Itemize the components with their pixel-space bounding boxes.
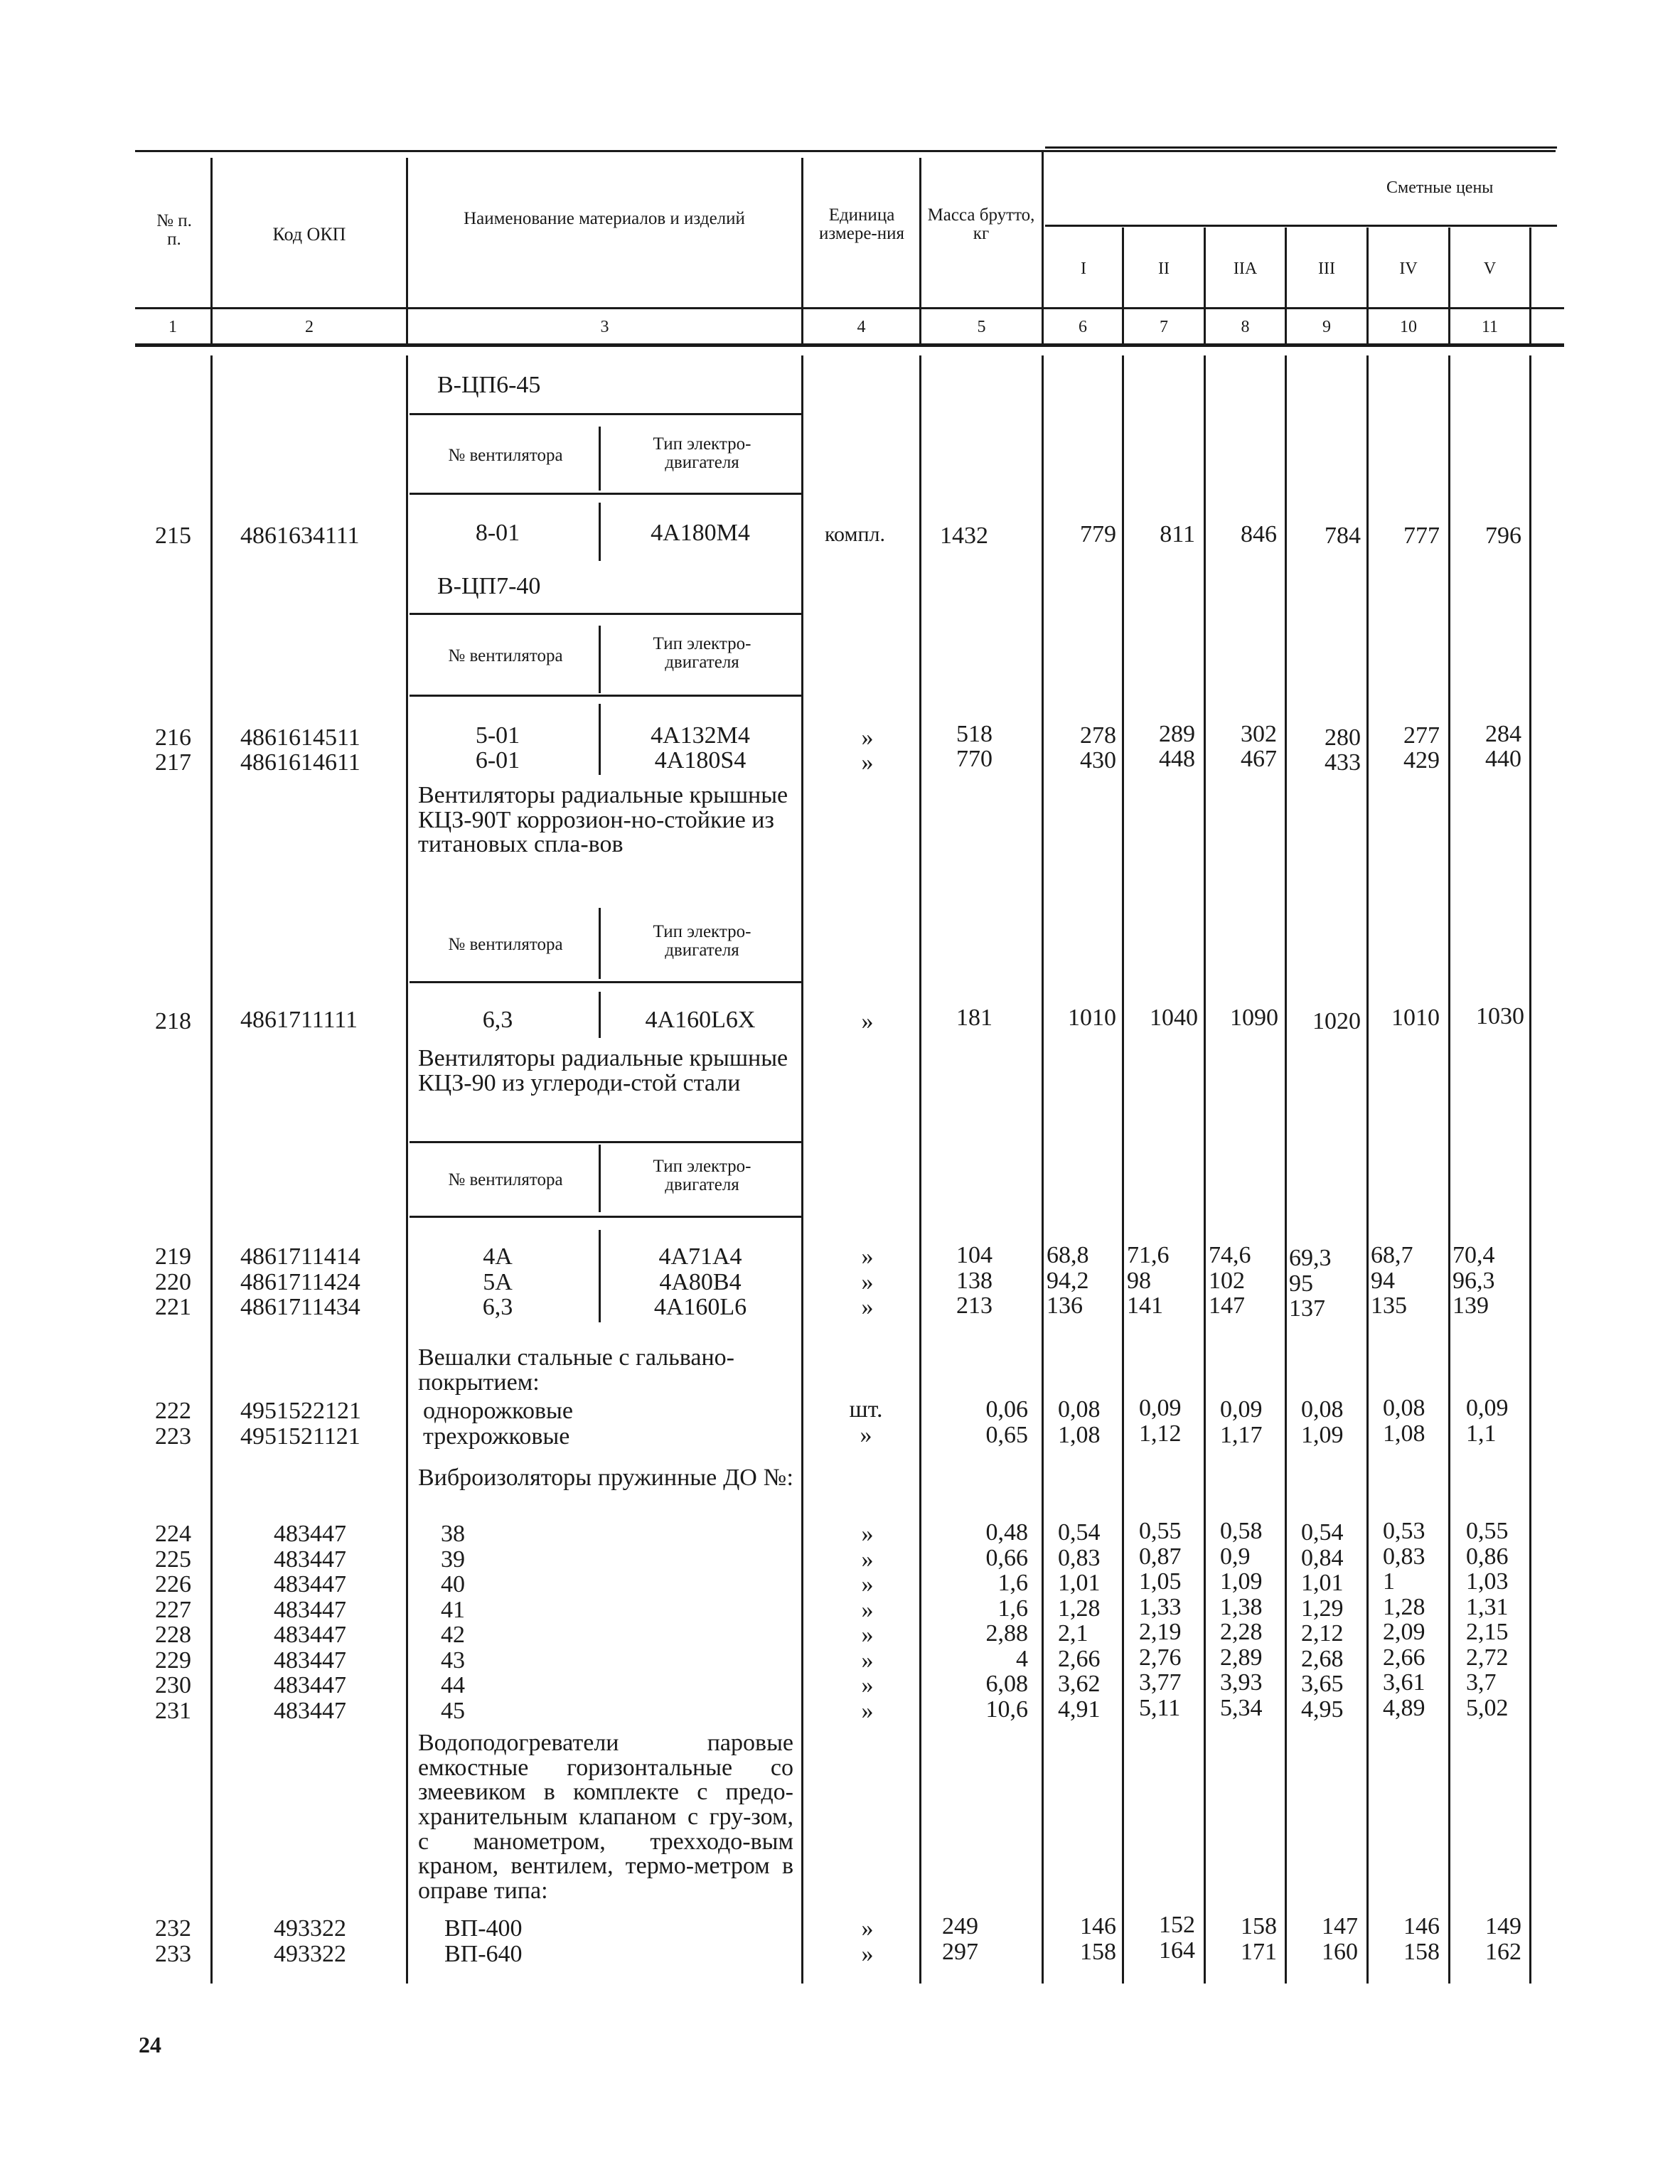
header-price-zone-2: II	[1158, 259, 1170, 278]
price-zone-3: 280	[1325, 724, 1361, 751]
price-zone-2a: 467	[1241, 746, 1277, 772]
header-price-zone-4: IV	[1399, 259, 1418, 278]
col-num-1: 1	[168, 318, 177, 336]
unit: компл.	[825, 523, 885, 546]
unit: »	[861, 749, 874, 776]
group-title: В-ЦП7-40	[437, 573, 541, 599]
price-zone-2: 1040	[1150, 1005, 1198, 1031]
body-vline	[1448, 355, 1450, 1984]
header-col-code: Код ОКП	[272, 224, 346, 245]
subtable-motor-type-header: Тип электро-двигателя	[653, 634, 751, 673]
body-vline	[1366, 355, 1369, 1984]
body-vline	[210, 355, 213, 1984]
price-zone-1: 0,54 0,83 1,01 1,28 2,1 2,66 3,62 4,91	[1058, 1519, 1101, 1723]
okp-codes: 4861711414 4861711424 4861711434	[240, 1243, 360, 1320]
header-price-zone-3: III	[1318, 259, 1335, 278]
subtable-rule	[410, 981, 801, 983]
col-num-4: 4	[857, 318, 866, 336]
group-title: Виброизоляторы пружинные ДО №:	[418, 1465, 793, 1491]
col-num-7: 7	[1160, 318, 1168, 336]
item-names: ВП-400 ВП-640	[444, 1915, 523, 1967]
header-price-zone-1: I	[1081, 259, 1086, 278]
row-numbers: 232 233	[155, 1915, 191, 1967]
price-zone-2: 0,09 1,12	[1139, 1395, 1182, 1447]
body-vline	[1285, 355, 1287, 1984]
price-zone-1: 0,08 1,08	[1058, 1396, 1101, 1448]
price-zone-2a: 74,6 102 147	[1209, 1242, 1251, 1319]
price-zone-4: 777	[1403, 523, 1440, 549]
price-zone-1: 430	[1080, 747, 1116, 774]
mass: 770	[956, 746, 993, 772]
price-zone-2a: 158 171	[1241, 1913, 1277, 1965]
item-names: 38 39 40 41 42 43 44 45	[441, 1521, 465, 1724]
units: » »	[861, 1915, 874, 1967]
motor-types: 4А71А4 4А80В4 4А160L6	[653, 1243, 747, 1320]
price-zone-4: 0,53 0,83 1 1,28 2,09 2,66 3,61 4,89	[1383, 1518, 1425, 1721]
fan-number: 8-01	[475, 520, 520, 546]
subtable-rule	[410, 1216, 801, 1218]
price-zone-1: 278	[1080, 722, 1116, 749]
group-title: Вентиляторы радиальные крышные КЦЗ-90Т коррозион-но-стойкие из титановых спла-вов	[418, 782, 788, 858]
subtable-divider	[599, 992, 601, 1038]
price-zone-5: 1030	[1476, 1003, 1524, 1029]
price-zone-1: 1010	[1068, 1005, 1116, 1031]
header-col-unit: Единица измере-ния	[819, 205, 904, 244]
price-zone-2a: 302	[1241, 721, 1277, 747]
group-title: В-ЦП6-45	[437, 372, 541, 398]
header-vline	[406, 158, 408, 344]
fan-number: 6-01	[475, 747, 520, 774]
subtable-rule	[410, 695, 801, 697]
mass: 181	[956, 1005, 993, 1031]
col-num-5: 5	[977, 318, 986, 336]
subtable-motor-type-header: Тип электро-двигателя	[653, 434, 751, 473]
unit: »	[861, 724, 874, 751]
price-zone-3: 1020	[1312, 1008, 1361, 1034]
col-num-2: 2	[305, 318, 314, 336]
okp-code: 4861634111	[240, 523, 360, 549]
subtable-fan-number-header: № вентилятора	[448, 935, 563, 954]
subtable-divider	[599, 1145, 601, 1212]
subtable-motor-type-header: Тип электро-двигателя	[653, 922, 751, 960]
group-title: Вентиляторы радиальные крышные КЦЗ-90 из углероди-стой стали	[418, 1045, 788, 1096]
price-zone-5: 0,09 1,1	[1466, 1395, 1509, 1447]
body-vline	[801, 355, 803, 1984]
okp-code: 4861711111	[240, 1007, 358, 1033]
price-zone-5: 796	[1485, 523, 1521, 549]
price-zone-2: 0,55 0,87 1,05 1,33 2,19 2,76 3,77 5,11	[1139, 1518, 1182, 1721]
price-zone-2: 71,6 98 141	[1127, 1242, 1170, 1319]
col-num-8: 8	[1241, 318, 1250, 336]
price-zone-3: 784	[1325, 523, 1361, 549]
header-top-rule-right	[1045, 146, 1557, 149]
price-zone-5: 284	[1485, 721, 1521, 747]
price-zone-5: 149 162	[1485, 1913, 1521, 1965]
motor-type: 4А180S4	[654, 747, 747, 774]
okp-code: 4861614611	[240, 749, 360, 776]
price-zone-4: 146 158	[1403, 1913, 1440, 1965]
okp-codes: 483447 483447 483447 483447 483447 483447 483447 483447	[274, 1521, 346, 1724]
price-zone-3: 69,3 95 137	[1289, 1245, 1332, 1322]
col-num-3: 3	[600, 318, 609, 336]
subtable-fan-number-header: № вентилятора	[448, 1170, 563, 1189]
price-zone-3: 0,08 1,09	[1301, 1396, 1344, 1448]
price-zone-2: 811	[1160, 521, 1195, 547]
price-zone-2: 152 164	[1159, 1912, 1195, 1964]
header-vline	[1042, 150, 1044, 344]
subtable-fan-number-header: № вентилятора	[448, 446, 563, 465]
prices-divider	[1045, 225, 1557, 227]
header-vline	[801, 158, 803, 344]
motor-type: 4А180М4	[651, 520, 750, 546]
subtable-fan-number-header: № вентилятора	[448, 646, 563, 665]
price-zone-2a: 0,58 0,9 1,09 1,38 2,28 2,89 3,93 5,34	[1220, 1518, 1263, 1721]
mass: 518	[956, 721, 993, 747]
group-title: Вешалки стальные с гальвано-покрытием:	[418, 1344, 734, 1396]
price-zone-4: 0,08 1,08	[1383, 1395, 1425, 1447]
masses: 104 138 213	[956, 1242, 993, 1319]
subtable-divider	[599, 704, 601, 775]
header-price-zone-5: V	[1483, 259, 1497, 278]
okp-codes: 493322 493322	[274, 1915, 346, 1967]
fan-number: 5-01	[475, 722, 520, 749]
row-number: 215	[155, 523, 191, 549]
price-zone-2a: 0,09 1,17	[1220, 1396, 1263, 1448]
header-prices: Сметные цены	[1386, 178, 1494, 197]
subtable-motor-type-header: Тип электро-двигателя	[653, 1157, 751, 1195]
price-zone-2a: 1090	[1230, 1005, 1278, 1031]
masses: 0,48 0,66 1,6 1,6 2,88 4 6,08 10,6	[985, 1519, 1028, 1723]
price-zone-1: 146 158	[1080, 1913, 1116, 1965]
row-number: 217	[155, 749, 191, 776]
header-vline	[1529, 228, 1531, 344]
units: » » » » » » » »	[861, 1521, 874, 1724]
body-vline	[1042, 355, 1044, 1984]
price-zone-4: 68,7 94 135	[1371, 1242, 1413, 1319]
price-zone-2a: 846	[1241, 521, 1277, 547]
price-zone-1: 68,8 94,2 136	[1047, 1242, 1089, 1319]
body-vline	[919, 355, 921, 1984]
body-vline	[1204, 355, 1206, 1984]
subtable-divider	[599, 503, 601, 561]
col-num-11: 11	[1481, 318, 1499, 336]
header-col-name: Наименование материалов и изделий	[464, 209, 745, 228]
row-number: 216	[155, 724, 191, 751]
body-vline	[1529, 355, 1531, 1984]
header-col-mass: Масса брутто, кг	[927, 205, 1035, 244]
subtable-divider	[599, 908, 601, 979]
header-vline	[210, 158, 213, 344]
row-numbers: 224 225 226 227 228 229 230 231	[155, 1521, 191, 1724]
units: шт. »	[849, 1396, 883, 1448]
row-numbers: 219 220 221	[155, 1243, 191, 1320]
column-numbers-rule	[135, 343, 1564, 347]
header-bottom-rule	[135, 307, 1564, 309]
row-number: 218	[155, 1008, 191, 1034]
fan-numbers: 4А 5А 6,3	[482, 1243, 513, 1320]
row-numbers: 222 223	[155, 1398, 191, 1450]
subtable-rule	[410, 413, 801, 415]
page-number: 24	[139, 2032, 161, 2057]
price-zone-2: 289	[1159, 721, 1195, 747]
okp-codes: 4951522121 4951521121	[240, 1398, 361, 1450]
mass: 1432	[940, 523, 988, 549]
price-zone-4: 277	[1403, 722, 1440, 749]
price-zone-1: 779	[1080, 521, 1116, 547]
body-vline	[1122, 355, 1124, 1984]
masses: 249 297	[942, 1913, 978, 1965]
price-zone-3: 0,54 0,84 1,01 1,29 2,12 2,68 3,65 4,95	[1301, 1519, 1344, 1723]
item-names: однорожковые трехрожковые	[423, 1398, 573, 1450]
subtable-rule	[410, 613, 801, 615]
price-zone-5: 440	[1485, 746, 1521, 772]
header-price-zone-2a: IIA	[1233, 259, 1258, 278]
price-zone-5: 70,4 96,3 139	[1452, 1242, 1495, 1319]
units: » » »	[861, 1243, 874, 1320]
price-zone-4: 1010	[1391, 1005, 1440, 1031]
col-num-6: 6	[1079, 318, 1087, 336]
subtable-divider	[599, 626, 601, 693]
okp-code: 4861614511	[240, 724, 360, 751]
body-vline	[406, 355, 408, 1984]
fan-number: 6,3	[482, 1007, 513, 1033]
col-num-9: 9	[1322, 318, 1331, 336]
price-zone-3: 147 160	[1322, 1913, 1358, 1965]
subtable-rule	[410, 1141, 801, 1143]
motor-type: 4А132М4	[651, 722, 750, 749]
subtable-rule	[410, 493, 801, 495]
subtable-divider	[599, 427, 601, 491]
header-col-number: № п. п.	[156, 211, 192, 250]
price-zone-3: 433	[1325, 749, 1361, 776]
unit: »	[861, 1008, 874, 1034]
col-num-10: 10	[1400, 318, 1417, 336]
motor-type: 4А160L6X	[645, 1007, 756, 1033]
subtable-divider	[599, 1230, 601, 1322]
price-zone-5: 0,55 0,86 1,03 1,31 2,15 2,72 3,7 5,02	[1466, 1518, 1509, 1721]
price-zone-2: 448	[1159, 746, 1195, 772]
header-vline	[919, 158, 921, 344]
price-zone-4: 429	[1403, 747, 1440, 774]
group-title: Водоподогреватели паровые емкостные горизонтальные со змеевиком в комплекте с предо-хранительным клапаном с гру-зом, с манометром, трехходо-вым краном, вентилем, термо-метром в оправе типа:	[418, 1730, 793, 1905]
header-top-rule	[135, 150, 1556, 152]
masses: 0,06 0,65	[985, 1396, 1028, 1448]
